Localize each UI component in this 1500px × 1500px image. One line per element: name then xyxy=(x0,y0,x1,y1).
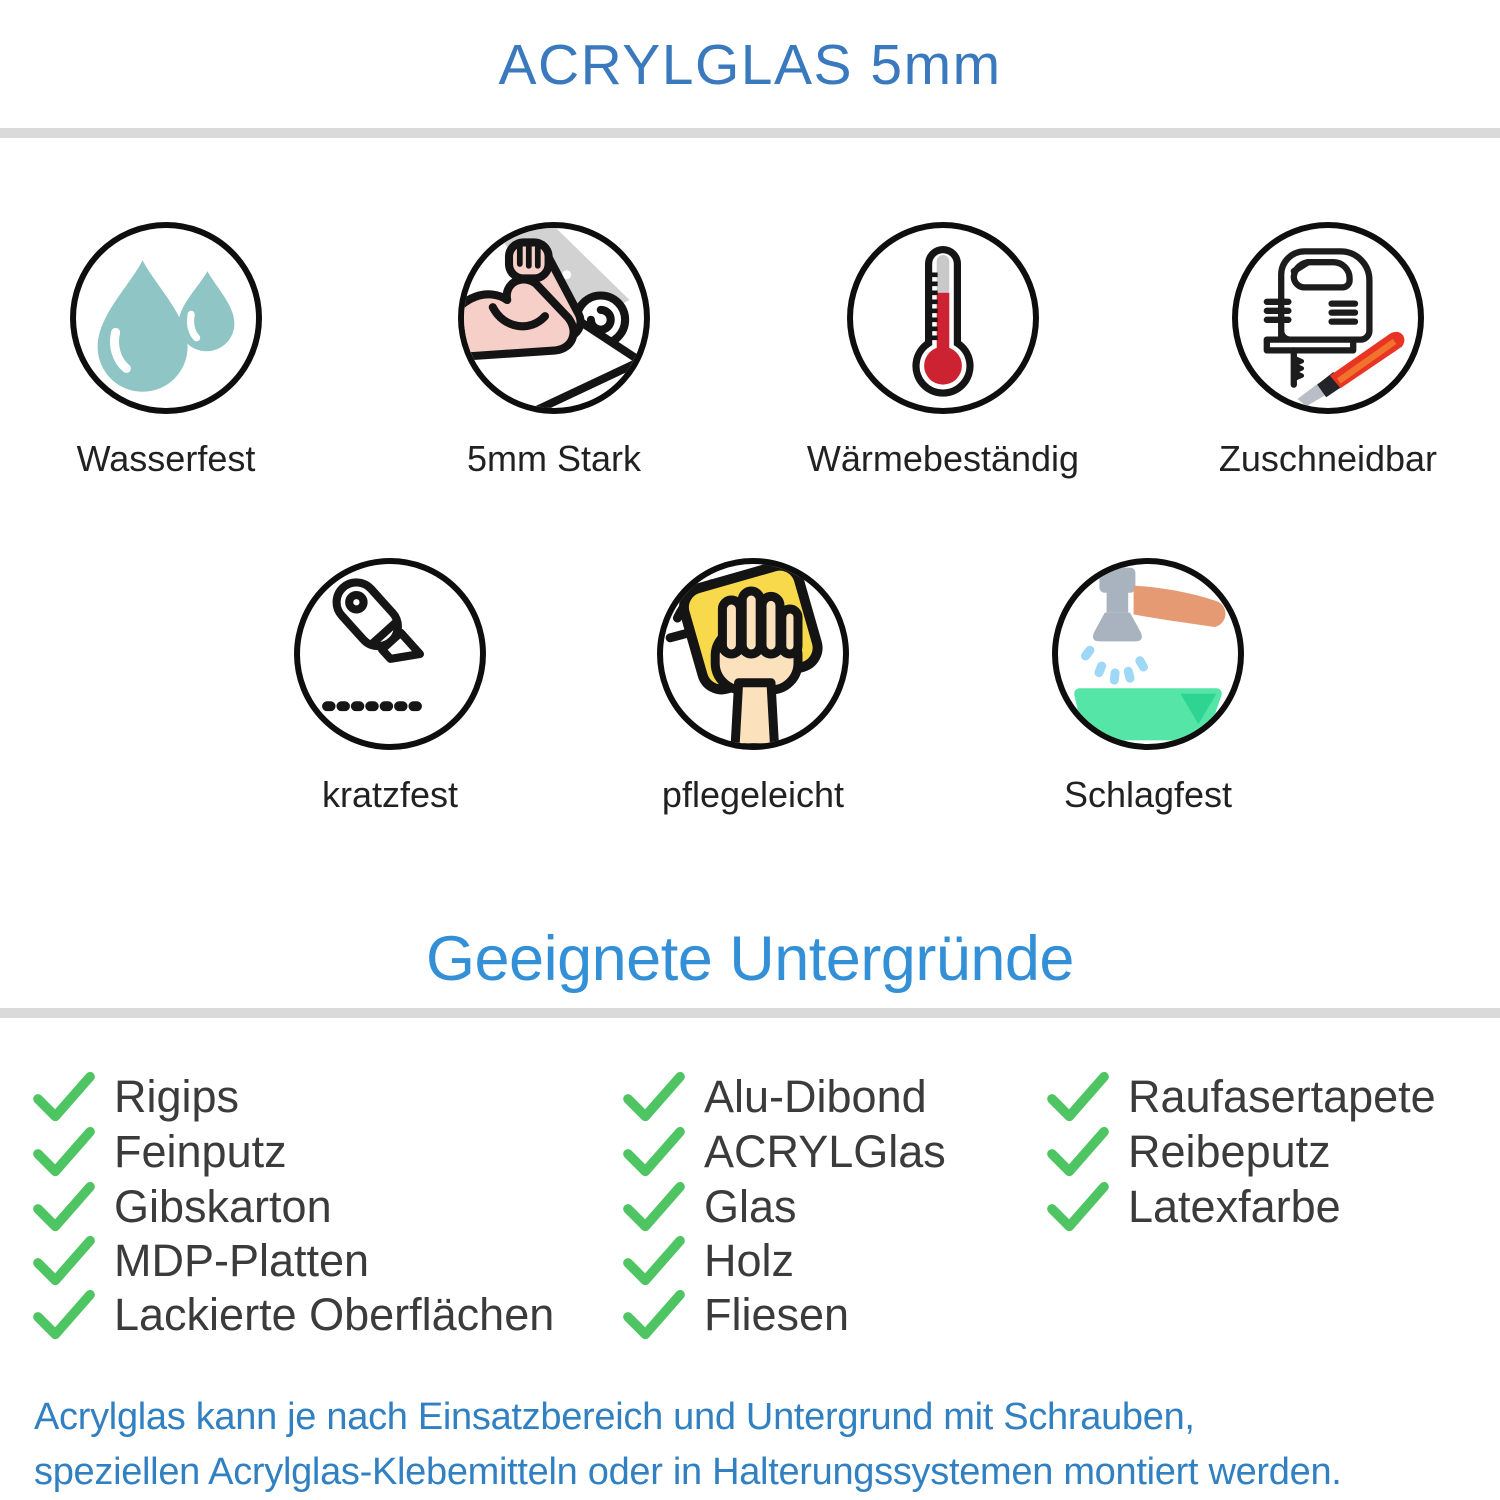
feature-label: 5mm Stark xyxy=(466,438,642,479)
feature-pflegeleicht xyxy=(593,558,913,816)
substrate-label: Rigips xyxy=(114,1071,240,1122)
feature-zuschneidbar xyxy=(1168,222,1488,480)
divider-bar-top xyxy=(0,128,1500,138)
substrate-label: Alu-Dibond xyxy=(704,1071,927,1122)
feature-circle xyxy=(1232,222,1424,414)
divider-bar-middle xyxy=(0,1008,1500,1018)
checkmark-icon xyxy=(622,1125,686,1179)
thermometer-icon xyxy=(853,228,1033,408)
substrate-label: Reibeputz xyxy=(1128,1126,1331,1177)
substrate-item xyxy=(622,1178,797,1236)
feature-label: Wasserfest xyxy=(76,438,256,479)
checkmark-icon xyxy=(32,1234,96,1288)
substrate-label: Raufasertapete xyxy=(1128,1071,1436,1122)
feature-circle xyxy=(1052,558,1244,750)
substrate-item xyxy=(622,1232,794,1290)
mounting-note-line1: Acrylglas kann je nach Einsatzbereich und Untergrund mit Schrauben, xyxy=(34,1396,1195,1438)
utility-knife-icon xyxy=(300,564,480,744)
hand-cloth-icon xyxy=(663,564,843,744)
substrate-label: Gibskarton xyxy=(114,1181,332,1232)
substrate-item xyxy=(1046,1068,1436,1126)
section-title-untergruende: Geeignete Untergründe xyxy=(426,924,1074,994)
substrate-item xyxy=(622,1068,927,1126)
checkmark-icon xyxy=(1046,1125,1110,1179)
substrate-item xyxy=(1046,1178,1341,1236)
jigsaw-knife-icon xyxy=(1238,228,1418,408)
feature-label: Zuschneidbar xyxy=(1218,438,1438,479)
substrate-item xyxy=(622,1286,849,1344)
substrate-item xyxy=(32,1068,239,1126)
substrate-label: Fliesen xyxy=(704,1289,850,1340)
substrate-item xyxy=(32,1178,332,1236)
feature-circle xyxy=(294,558,486,750)
substrate-item xyxy=(32,1123,287,1181)
checkmark-icon xyxy=(32,1125,96,1179)
feature-label: Wärmebeständig xyxy=(806,438,1080,479)
substrate-item xyxy=(32,1286,554,1344)
checkmark-icon xyxy=(622,1180,686,1234)
substrate-item xyxy=(1046,1123,1331,1181)
checkmark-icon xyxy=(32,1070,96,1124)
substrate-label: MDP-Platten xyxy=(114,1235,370,1286)
substrate-item xyxy=(622,1123,946,1181)
flexed-arm-roll-icon xyxy=(464,228,644,408)
hammer-icon xyxy=(1058,564,1238,744)
substrate-label: ACRYLGlas xyxy=(704,1126,946,1177)
feature-circle xyxy=(70,222,262,414)
feature-schlagfest xyxy=(988,558,1308,816)
checkmark-icon xyxy=(1046,1070,1110,1124)
feature-label: Schlagfest xyxy=(1063,774,1233,815)
water-drops-icon xyxy=(76,228,256,408)
checkmark-icon xyxy=(622,1288,686,1342)
feature-wasserfest xyxy=(6,222,326,480)
feature-circle xyxy=(657,558,849,750)
mounting-note-line2: speziellen Acrylglas-Klebemitteln oder in Halterungssystemen montiert werden. xyxy=(34,1451,1342,1493)
checkmark-icon xyxy=(622,1234,686,1288)
checkmark-icon xyxy=(32,1288,96,1342)
substrate-item xyxy=(32,1232,369,1290)
feature-label: kratzfest xyxy=(321,774,459,815)
feature-circle xyxy=(458,222,650,414)
substrate-label: Latexfarbe xyxy=(1128,1181,1341,1232)
substrate-label: Glas xyxy=(704,1181,797,1232)
feature-5mm-stark xyxy=(394,222,714,480)
mounting-note xyxy=(34,1390,1484,1500)
feature-circle xyxy=(847,222,1039,414)
substrate-label: Holz xyxy=(704,1235,795,1286)
substrate-label: Lackierte Oberflächen xyxy=(114,1289,555,1340)
checkmark-icon xyxy=(1046,1180,1110,1234)
checkmark-icon xyxy=(622,1070,686,1124)
feature-kratzfest xyxy=(230,558,550,816)
checkmark-icon xyxy=(32,1180,96,1234)
substrate-label: Feinputz xyxy=(114,1126,287,1177)
feature-label: pflegeleicht xyxy=(661,774,845,815)
page-title: ACRYLGLAS 5mm xyxy=(498,33,1002,97)
feature-waermebestaendig xyxy=(783,222,1103,480)
